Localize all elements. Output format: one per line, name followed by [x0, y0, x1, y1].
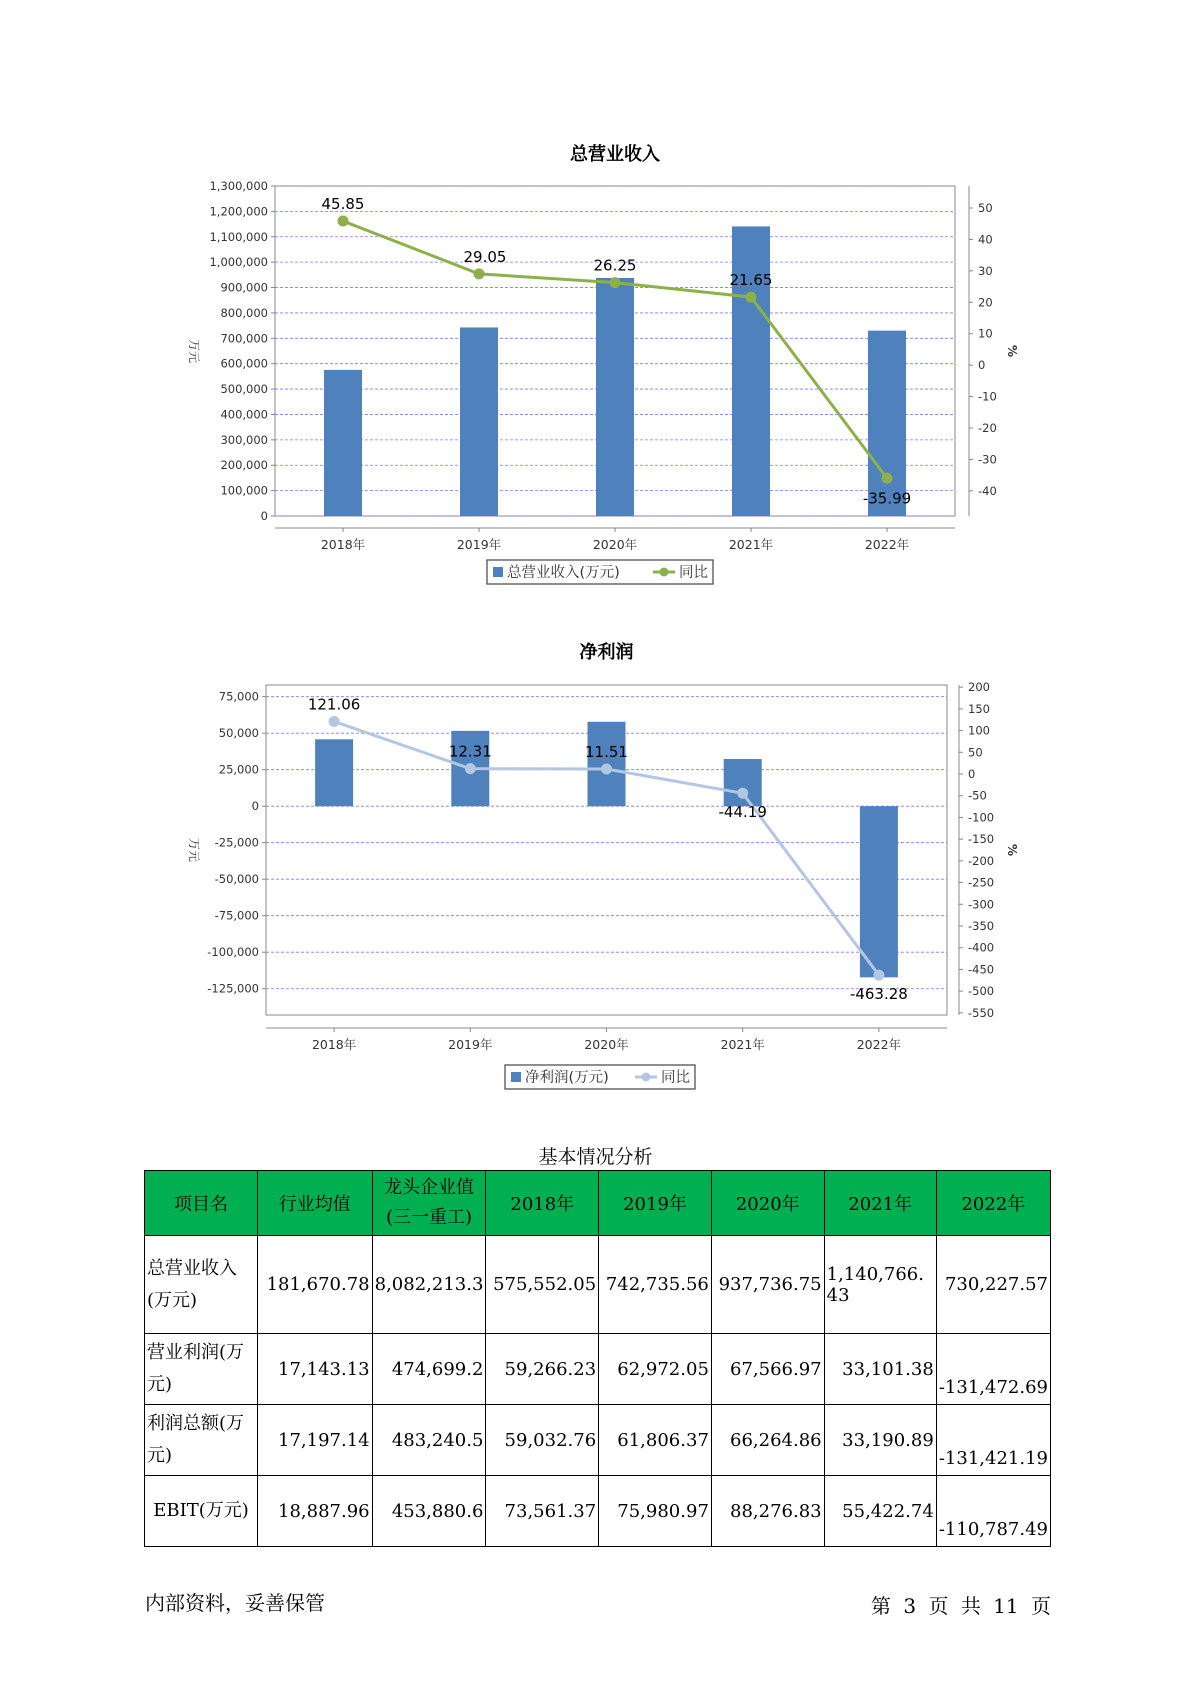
table-header-row [145, 1171, 1051, 1236]
line-point [610, 277, 621, 288]
line-point [338, 216, 349, 227]
y2-axis-title: % [1005, 843, 1019, 857]
line-point [737, 788, 748, 799]
y-tick-label: -25,000 [214, 835, 259, 850]
y2-tick-label: 150 [968, 701, 990, 716]
y-tick-label: 50,000 [218, 726, 259, 741]
table-cell: 75,980.97 [599, 1476, 712, 1547]
table-cell: -131,472.69 [936, 1334, 1050, 1405]
bar [324, 370, 362, 516]
line-point [601, 764, 612, 775]
revenue-chart-svg [0, 135, 1191, 600]
x-tick-label: 2019年 [456, 537, 502, 552]
table-cell: 62,972.05 [599, 1334, 712, 1405]
table-cell: 88,276.83 [711, 1476, 824, 1547]
table-row [145, 1236, 1051, 1334]
y-tick-label: -125,000 [207, 981, 259, 996]
y2-tick-label: 30 [978, 263, 993, 278]
table-cell: 8,082,213.3 [372, 1236, 486, 1334]
x-tick-label: 2022年 [856, 1037, 902, 1052]
x-tick-label: 2021年 [728, 537, 774, 552]
bar [724, 759, 762, 806]
y-tick-label: 400,000 [220, 407, 268, 422]
y2-tick-label: 50 [968, 745, 983, 760]
data-label: 21.65 [729, 271, 773, 290]
table-cell: 575,552.05 [486, 1236, 599, 1334]
y2-tick-label: -100 [968, 810, 995, 825]
table-cell: 59,032.76 [486, 1405, 599, 1476]
table-cell: 33,101.38 [824, 1334, 936, 1405]
table-row [145, 1334, 1051, 1405]
y-tick-label: 600,000 [220, 356, 268, 371]
header-cell: 2018年 [486, 1171, 599, 1236]
data-label: 121.06 [307, 695, 361, 714]
y2-tick-label: -300 [968, 897, 995, 912]
data-label: -463.28 [849, 985, 908, 1004]
y2-tick-label: -20 [978, 421, 997, 435]
table-row [145, 1476, 1051, 1547]
y2-tick-label: -50 [968, 788, 987, 803]
line-point [474, 268, 485, 279]
table-cell: 59,266.23 [486, 1334, 599, 1405]
table-cell: 17,197.14 [257, 1405, 372, 1476]
y2-tick-label: 50 [978, 201, 993, 215]
y-tick-label: -50,000 [214, 872, 259, 887]
y-axis-title: 万元 [187, 837, 201, 863]
table-cell: 474,699.2 [372, 1334, 486, 1405]
y2-tick-label: 10 [978, 326, 993, 341]
y-tick-label: 25,000 [218, 762, 259, 777]
line-point [329, 716, 340, 727]
y-tick-label: 1,000,000 [209, 255, 268, 270]
table-cell: 17,143.13 [257, 1334, 372, 1405]
net-profit-chart [0, 635, 1191, 1095]
row-name: EBIT(万元) [145, 1476, 258, 1547]
header-cell: 2021年 [824, 1171, 936, 1236]
y2-tick-label: 0 [978, 358, 986, 373]
line-point [882, 473, 893, 484]
revenue-chart [0, 135, 1191, 600]
y-tick-label: 800,000 [220, 305, 268, 320]
header-cell: 项目名 [145, 1171, 258, 1236]
header-cell: 2019年 [599, 1171, 712, 1236]
legend-line-label: 同比 [679, 565, 708, 581]
row-name: 利润总额(万元) [145, 1405, 258, 1476]
table-row [145, 1405, 1051, 1476]
table-cell: 18,887.96 [257, 1476, 372, 1547]
legend-bar-swatch [493, 567, 503, 577]
y-tick-label: 500,000 [220, 382, 268, 397]
y2-tick-label: -400 [968, 940, 995, 955]
y2-tick-label: 0 [968, 767, 976, 782]
line-point [746, 292, 757, 303]
y-tick-label: 0 [260, 509, 268, 523]
data-label: 11.51 [585, 743, 628, 762]
table-cell: 937,736.75 [711, 1236, 824, 1334]
bar [460, 327, 498, 516]
y2-tick-label: -200 [968, 853, 995, 868]
table-cell: 67,566.97 [711, 1334, 824, 1405]
chart-title: 总营业收入 [570, 144, 660, 165]
legend-bar-label: 净利润(万元) [525, 1070, 609, 1086]
table-cell: 61,806.37 [599, 1405, 712, 1476]
table-cell: 73,561.37 [486, 1476, 599, 1547]
table-cell: 181,670.78 [257, 1236, 372, 1334]
legend-line-marker [660, 568, 669, 577]
y-tick-label: 100,000 [220, 483, 268, 498]
y2-tick-label: -500 [968, 984, 995, 999]
x-tick-label: 2021年 [720, 1037, 765, 1052]
bar [868, 331, 906, 516]
y2-tick-label: 100 [968, 723, 990, 738]
x-tick-label: 2020年 [584, 1037, 629, 1052]
data-label: 45.85 [321, 195, 365, 214]
table-cell: -110,787.49 [936, 1476, 1050, 1547]
y2-tick-label: 200 [968, 680, 990, 695]
y2-tick-label: -10 [978, 389, 997, 404]
row-name: 营业利润(万元) [145, 1334, 258, 1405]
legend-bar-label: 总营业收入(万元) [507, 565, 620, 581]
y2-tick-label: -550 [968, 1005, 995, 1020]
y-tick-label: 75,000 [218, 689, 259, 704]
header-cell: 龙头企业值(三一重工) [372, 1171, 486, 1236]
data-label: -35.99 [862, 489, 912, 508]
y-tick-label: 1,300,000 [209, 179, 268, 193]
legend-line-marker [642, 1073, 651, 1082]
table-cell: 33,190.89 [824, 1405, 936, 1476]
table-title: 基本情况分析 [538, 1146, 653, 1168]
x-tick-label: 2018年 [320, 537, 366, 552]
table-cell: 730,227.57 [936, 1236, 1050, 1334]
y-tick-label: 200,000 [220, 458, 268, 473]
data-label: 12.31 [448, 742, 492, 761]
bar [860, 806, 898, 977]
table-cell: -131,421.19 [936, 1405, 1050, 1476]
basic-analysis-table [144, 1170, 1051, 1547]
x-tick-label: 2020年 [592, 537, 638, 552]
header-cell: 2020年 [711, 1171, 824, 1236]
data-label: -44.19 [718, 803, 767, 822]
y2-tick-label: 40 [978, 232, 993, 247]
y-tick-label: 900,000 [220, 280, 268, 295]
y2-tick-label: -250 [968, 875, 995, 890]
confidential-note: 内部资料，妥善保管 [145, 1591, 325, 1615]
legend-line-label: 同比 [661, 1070, 690, 1086]
legend-bar-swatch [511, 1072, 521, 1082]
line-point [873, 970, 884, 981]
x-tick-label: 2019年 [448, 1037, 493, 1052]
table-cell: 742,735.56 [599, 1236, 712, 1334]
y-tick-label: -75,000 [214, 908, 259, 923]
y-tick-label: 700,000 [220, 331, 268, 346]
table-cell: 453,880.6 [372, 1476, 486, 1547]
y-tick-label: 1,100,000 [209, 229, 268, 244]
page-number: 第 3 页 共 11 页 [871, 1594, 1051, 1618]
x-tick-label: 2022年 [864, 537, 910, 552]
table-cell: 55,422.74 [824, 1476, 936, 1547]
y2-tick-label: -350 [968, 918, 995, 933]
chart-title: 净利润 [579, 642, 634, 663]
y-tick-label: 0 [251, 799, 259, 814]
bar [732, 226, 770, 516]
y2-tick-label: -30 [978, 452, 997, 467]
y-tick-label: 300,000 [220, 432, 268, 447]
header-cell: 行业均值 [257, 1171, 372, 1236]
y2-tick-label: -450 [968, 962, 995, 977]
bar [315, 739, 353, 806]
y-tick-label: -100,000 [207, 945, 259, 960]
y2-tick-label: 20 [978, 295, 993, 310]
row-name: 总营业收入(万元) [145, 1236, 258, 1334]
y-axis-title: 万元 [187, 338, 201, 364]
y-tick-label: 1,200,000 [209, 204, 268, 219]
header-cell: 2022年 [936, 1171, 1050, 1236]
y2-tick-label: -150 [968, 832, 995, 847]
y2-tick-label: -40 [978, 483, 997, 498]
net-profit-chart-svg [0, 635, 1191, 1095]
bar [596, 278, 634, 516]
y2-axis-title: % [1005, 344, 1019, 358]
table-cell: 66,264.86 [711, 1405, 824, 1476]
data-label: 29.05 [463, 247, 507, 266]
data-label: 26.25 [593, 256, 637, 275]
x-tick-label: 2018年 [311, 1037, 357, 1052]
line-point [465, 763, 476, 774]
table-cell: 483,240.5 [372, 1405, 486, 1476]
table-cell: 1,140,766.43 [824, 1236, 936, 1334]
